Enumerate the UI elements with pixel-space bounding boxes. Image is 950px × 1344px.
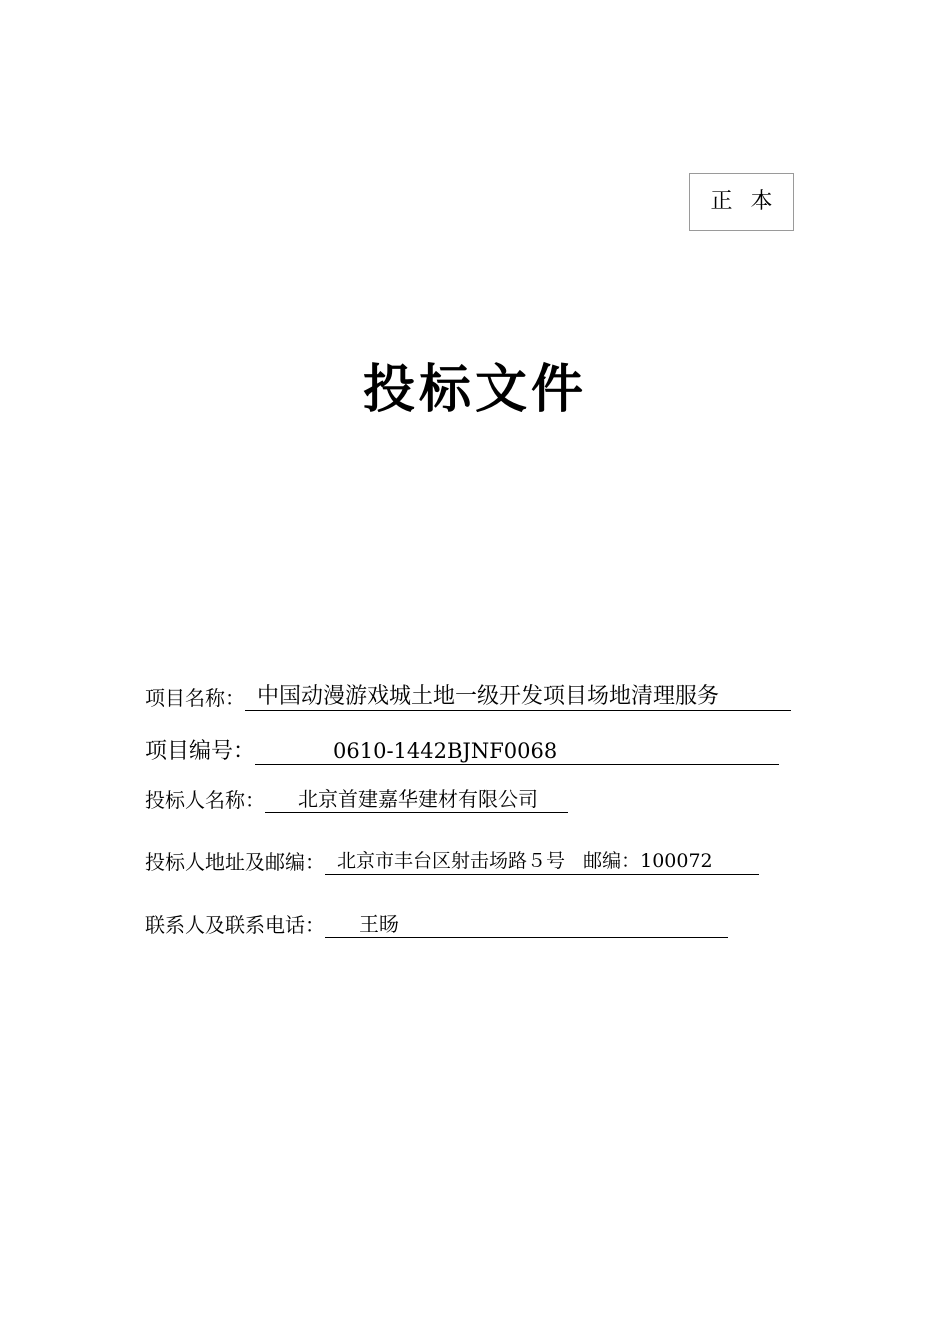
project-number-label: 项目编号： [145,739,256,764]
contact-label: 联系人及联系电话： [145,913,325,937]
project-number-field [145,734,779,765]
project-name-field [145,682,791,711]
project-number-value: 0610-1442BJNF0068 [255,738,779,765]
bidder-address-value: 北京市丰台区射击场路５号 邮编：100072 [325,850,759,875]
original-copy-mark: 正本 [689,173,794,231]
bidder-name-label: 投标人名称： [145,788,265,812]
bidder-name-field [145,784,568,813]
bidder-address-label: 投标人地址及邮编： [145,850,325,874]
project-name-label: 项目名称： [145,686,245,710]
bidder-address-field [145,846,759,875]
document-title: 投标文件 [362,360,587,420]
project-name-value: 中国动漫游戏城土地一级开发项目场地清理服务 [245,683,791,712]
bidder-name-value: 北京首建嘉华建材有限公司 [265,787,568,813]
contact-value: 王旸 [325,912,728,938]
contact-field [145,909,728,938]
